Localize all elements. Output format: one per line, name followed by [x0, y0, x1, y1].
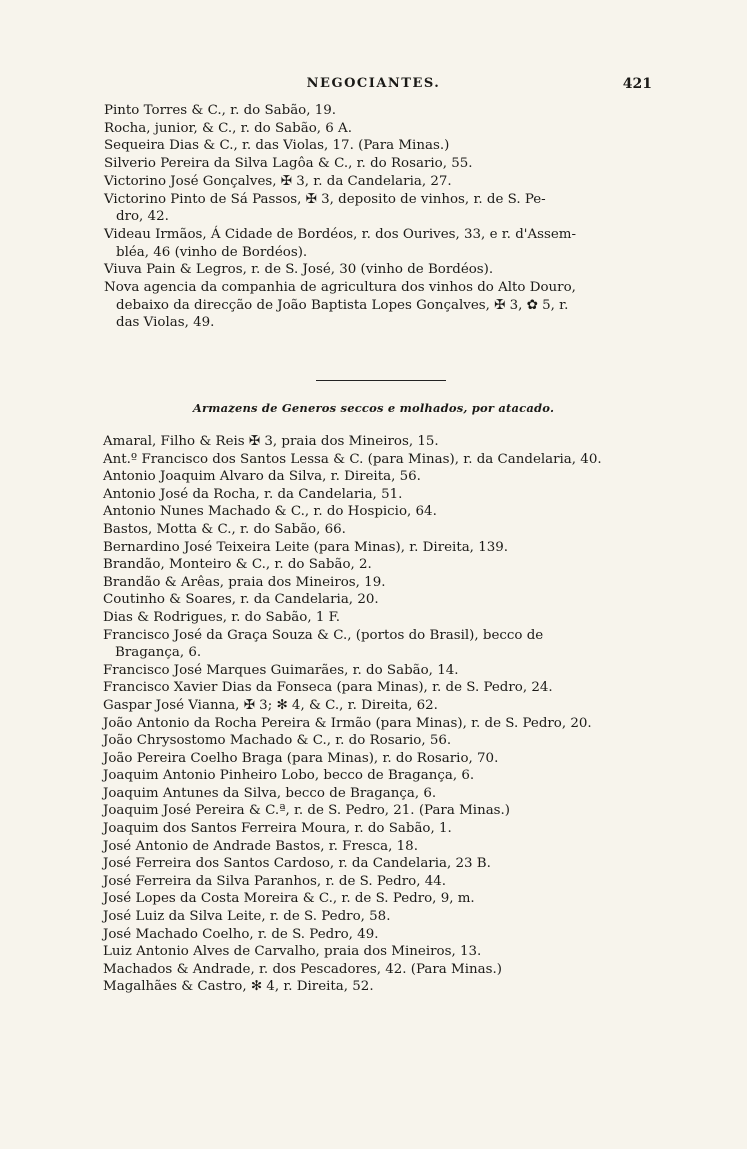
- directory-entry: [103, 802, 663, 820]
- directory-entry: [103, 451, 663, 469]
- entry-line: Francisco José da Graça Souza & C., (portos do Brasil), becco de: [103, 627, 544, 643]
- entry-line: José Machado Coelho, r. de S. Pedro, 49.: [103, 926, 379, 942]
- entry-line: Antonio Nunes Machado & C., r. do Hospicio, 64.: [103, 504, 437, 520]
- directory-entry: [104, 191, 654, 226]
- section-divider: [316, 380, 446, 381]
- entry-line: Dias & Rodrigues, r. do Sabão, 1 F.: [103, 609, 341, 625]
- entry-line: Joaquim Antunes da Silva, becco de Bragança, 6.: [103, 785, 437, 801]
- entry-line: Brandão & Arêas, praia dos Mineiros, 19.: [103, 574, 386, 590]
- entry-line: Bernardino José Teixeira Leite (para Minas), r. Direita, 139.: [103, 539, 509, 555]
- entry-line: Francisco José Marques Guimarães, r. do Sabão, 14.: [103, 662, 459, 678]
- directory-entry: [103, 468, 663, 486]
- directory-entry: [103, 609, 663, 627]
- directory-entry: [104, 120, 654, 138]
- entry-line: Luiz Antonio Alves de Carvalho, praia dos Mineiros, 13.: [103, 944, 482, 960]
- directory-entry: [103, 855, 663, 873]
- directory-entry: [103, 926, 663, 944]
- entry-line: Antonio José da Rocha, r. da Candelaria, 51.: [103, 486, 403, 502]
- directory-entry: [103, 539, 663, 557]
- entry-line: José Lopes da Costa Moreira & C., r. de S. Pedro, 9, m.: [103, 891, 475, 907]
- entry-continuation: dro, 42.: [116, 209, 169, 225]
- page-number: 421: [622, 76, 652, 92]
- entry-line: João Pereira Coelho Braga (para Minas), r. do Rosario, 70.: [103, 750, 499, 766]
- directory-entry: [103, 961, 663, 979]
- directory-entry: [103, 890, 663, 908]
- directory-entry: [104, 155, 654, 173]
- entry-line: Joaquim Antonio Pinheiro Lobo, becco de Bragança, 6.: [103, 768, 475, 784]
- directory-entry: [103, 873, 663, 891]
- directory-entry: [103, 591, 663, 609]
- entry-line: Bastos, Motta & C., r. do Sabão, 66.: [103, 521, 346, 537]
- entry-line: Machados & Andrade, r. dos Pescadores, 42. (Para Minas.): [103, 961, 502, 977]
- entry-line: Joaquim dos Santos Ferreira Moura, r. do Sabão, 1.: [103, 821, 452, 837]
- entry-line: Victorino José Gonçalves, ✠ 3, r. da Candelaria, 27.: [104, 173, 452, 189]
- directory-entry: [103, 697, 663, 715]
- directory-entry: [103, 767, 663, 785]
- directory-entry: [103, 715, 663, 733]
- entry-line: Brandão, Monteiro & C., r. do Sabão, 2.: [103, 557, 372, 573]
- entry-continuation: bléa, 46 (vinho de Bordéos).: [116, 244, 308, 260]
- entry-line: Coutinho & Soares, r. da Candelaria, 20.: [103, 592, 379, 608]
- directory-entry: [103, 503, 663, 521]
- merchant-list-wine: [104, 102, 654, 332]
- directory-entry: [104, 173, 654, 191]
- entry-line: Antonio Joaquim Alvaro da Silva, r. Direita, 56.: [103, 469, 421, 485]
- entry-line: Victorino Pinto de Sá Passos, ✠ 3, deposito de vinhos, r. de S. Pe-: [104, 191, 546, 207]
- directory-entry: [103, 574, 663, 592]
- entry-line: José Luiz da Silva Leite, r. de S. Pedro, 58.: [103, 909, 391, 925]
- entry-line: Silverio Pereira da Silva Lagôa & C., r. do Rosario, 55.: [104, 156, 473, 172]
- entry-line: Rocha, junior, & C., r. do Sabão, 6 A.: [104, 120, 352, 136]
- entry-line: João Chrysostomo Machado & C., r. do Rosario, 56.: [103, 733, 452, 749]
- entry-line: Amaral, Filho & Reis ✠ 3, praia dos Mineiros, 15.: [103, 434, 439, 449]
- entry-line: Francisco Xavier Dias da Fonseca (para Minas), r. de S. Pedro, 24.: [103, 680, 553, 696]
- entry-line: Sequeira Dias & C., r. das Violas, 17. (Para Minas.): [104, 138, 450, 154]
- directory-entry: [104, 102, 654, 120]
- directory-entry: [104, 137, 654, 155]
- entry-line: Magalhães & Castro, ✻ 4, r. Direita, 52.: [103, 979, 374, 995]
- directory-entry: [103, 785, 663, 803]
- entry-line: José Antonio de Andrade Bastos, r. Fresca, 18.: [103, 838, 418, 854]
- directory-entry: [104, 279, 654, 332]
- directory-entry: [103, 908, 663, 926]
- directory-entry: [104, 261, 654, 279]
- entry-line: Gaspar José Vianna, ✠ 3; ✻ 4, & C., r. Direita, 62.: [103, 697, 438, 713]
- entry-line: Nova agencia da companhia de agricultura dos vinhos do Alto Douro,: [104, 280, 576, 296]
- section-heading: Armazens de Generos seccos e molhados, por atacado.: [192, 401, 555, 415]
- directory-entry: [103, 486, 663, 504]
- directory-entry: [103, 627, 663, 662]
- merchant-list-warehouses: [103, 433, 663, 996]
- directory-entry: [104, 226, 654, 261]
- entry-line: Videau Irmãos, Á Cidade de Bordéos, r. dos Ourives, 33, e r. d'Assem-: [104, 226, 577, 242]
- entry-line: Viuva Pain & Legros, r. de S. José, 30 (vinho de Bordéos).: [104, 262, 494, 278]
- directory-entry: [103, 662, 663, 680]
- entry-line: José Ferreira dos Santos Cardoso, r. da Candelaria, 23 B.: [103, 856, 491, 872]
- directory-entry: [103, 433, 663, 451]
- directory-entry: [103, 679, 663, 697]
- directory-entry: [103, 978, 663, 996]
- entry-continuation: das Violas, 49.: [116, 315, 215, 331]
- entry-line: Ant.º Francisco dos Santos Lessa & C. (para Minas), r. da Candelaria, 40.: [103, 451, 602, 467]
- entry-line: Pinto Torres & C., r. do Sabão, 19.: [104, 103, 337, 118]
- entry-continuation: Bragança, 6.: [115, 645, 202, 661]
- entry-continuation: debaixo da direcção de João Baptista Lopes Gonçalves, ✠ 3, ✿ 5, r.: [116, 297, 569, 313]
- running-title: NEGOCIANTES.: [306, 76, 441, 91]
- directory-entry: [103, 838, 663, 856]
- entry-line: Joaquim José Pereira & C.ª, r. de S. Pedro, 21. (Para Minas.): [103, 803, 511, 819]
- entry-line: José Ferreira da Silva Paranhos, r. de S. Pedro, 44.: [103, 873, 447, 889]
- directory-entry: [103, 943, 663, 961]
- directory-entry: [103, 820, 663, 838]
- directory-entry: [103, 750, 663, 768]
- entry-line: João Antonio da Rocha Pereira & Irmão (para Minas), r. de S. Pedro, 20.: [103, 715, 592, 731]
- page-header: [0, 76, 747, 98]
- directory-entry: [103, 556, 663, 574]
- directory-entry: [103, 521, 663, 539]
- directory-entry: [103, 732, 663, 750]
